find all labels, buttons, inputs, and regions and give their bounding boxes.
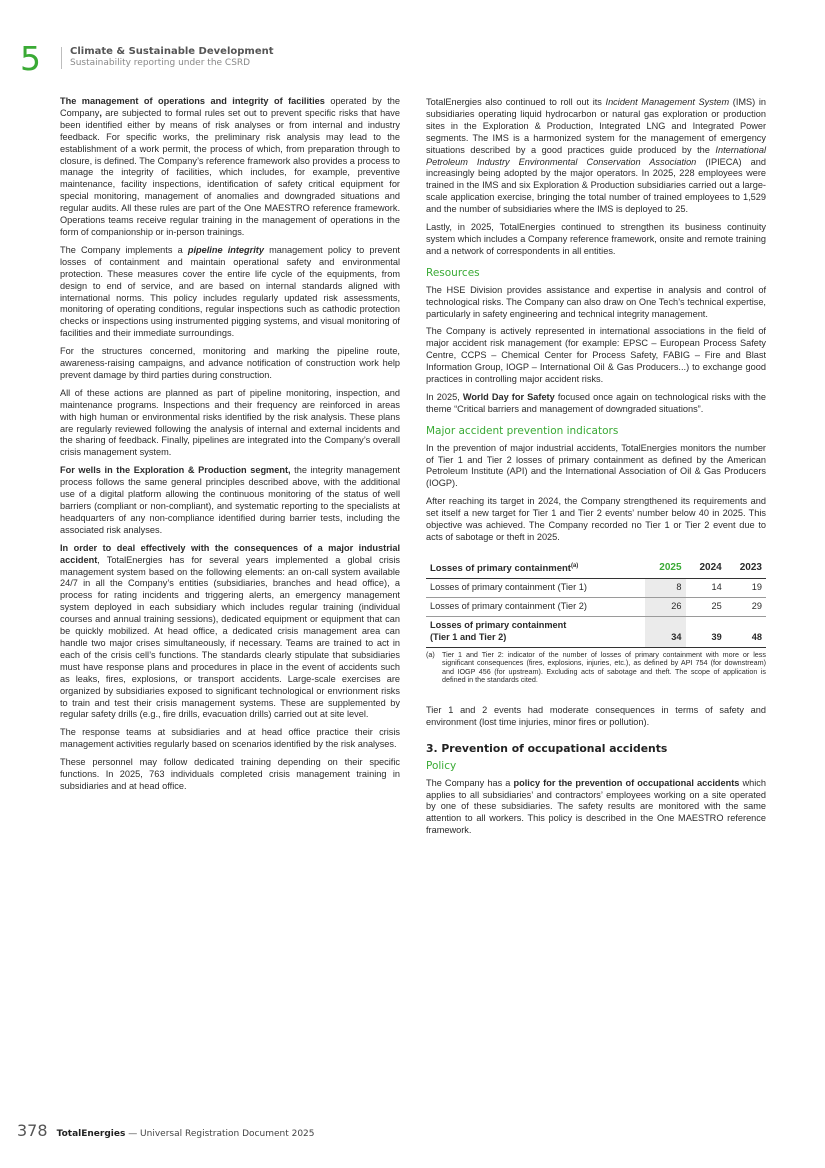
table-total-row	[426, 616, 766, 647]
paragraph-world-day-safety: In 2025, World Day for Safety focused once again on technological risks with the theme “Critical barriers and management of downgraded situations”.	[426, 391, 766, 414]
paragraph-training: These personnel may follow dedicated training depending on their specific functions. In 2025, 763 individuals completed crisis management training in subsidiaries and at head office.	[60, 757, 400, 791]
table-cell: 48	[726, 616, 766, 647]
table-cell: 29	[726, 597, 766, 616]
chapter-subtitle: Sustainability reporting under the CSRD	[70, 58, 251, 68]
header-divider	[61, 47, 62, 69]
paragraph-associations: The Company is actively represented in international associations in the field of major accident risk management (for example: EPSC – European Process Safety Centre, CCPS – Chemical Center for Process Safety, FABIG – Fire and Blast Information Group, IOGP – International Oil & Gas Producers...) to exchange good practices in controlling major accident risks.	[426, 326, 766, 385]
paragraph-target: After reaching its target in 2024, the Company strengthened its requirements and set itself a new target for Tier 1 and Tier 2 events’ number below 40 in 2025. This objective was achieved. The Company recorded no Tier 1 or Tier 2 event due to acts of sabotage or theft in 2025.	[426, 496, 766, 542]
table-header-year: 2024	[686, 558, 726, 579]
paragraph-crisis-management: In order to deal effectively with the consequences of a major industrial accident, TotalEnergies has for several years implemented a global crisis management system based on the following elements: an on-call system available 24/7 in all the Company’s entities (subsidiaries, branches and head office), a process for rating incidents and triggering alerts, an emergency management system deployed in each subsidiary which includes regular training (individual courses and annual training sessions), dedicated equipment or equipment that can be quickly mobilized. At head office, a dedicated crisis management area can handle two major crises simultaneously, if necessary. Teams are trained to act in each of the crisis cell’s functions. The standards clearly stipulate that subsidiaries must have response plans and procedures in place in the event of accidents such as leaks, fires, explosions, or transport accidents. Large-scale exercises are organized by subsidiaries exposed to significant technological or envrionment risks to train and test their crisis management systems. These are supplemented by regular safety drills (e.g., fire drills, evacuation drills) carried out at site level.	[60, 542, 400, 720]
paragraph-tier-consequences: Tier 1 and 2 events had moderate consequences in terms of safety and environment (lost time injuries, minor fires or pollution).	[426, 704, 766, 727]
table-header-year: 2025	[645, 558, 685, 579]
table-cell: 14	[686, 578, 726, 597]
paragraph-response-teams: The response teams at subsidiaries and at head office practice their crisis management activities regularly based on scenarios identified by the risk analyses.	[60, 727, 400, 750]
paragraph-tier-monitoring: In the prevention of major industrial accidents, TotalEnergies monitors the number of Tier 1 and Tier 2 losses of primary containment as defined by the American Petroleum Institute (API) and the International Association of Oil & Gas Producers (IOGP).	[426, 442, 766, 489]
table-total-label: Losses of primary containment (Tier 1 and Tier 2)	[426, 616, 645, 647]
table-cell: 26	[645, 597, 685, 616]
paragraph-hse-division: The HSE Division provides assistance and expertise in analysis and control of technological risks. The Company can also draw on One Tech’s technical expertise, particularly in safety engineering and technical integrity management.	[426, 284, 766, 319]
table-cell: 8	[645, 578, 685, 597]
table-header-label: Losses of primary containment$^{(a)}$	[426, 558, 645, 579]
paragraph-business-continuity: Lastly, in 2025, TotalEnergies continued to strengthen its business continuity system which includes a Company reference framework, onsite and remote training and a network of correspondents in all entities.	[426, 222, 766, 256]
heading-policy: Policy	[426, 759, 457, 772]
table-row	[426, 597, 766, 616]
table-header-year: 2023	[726, 558, 766, 579]
paragraph-pipeline-route: For the structures concerned, monitoring and marking the pipeline route, awareness-raising campaigns, and advance notification of construction work help prevent damage by third parties during construction.	[60, 346, 400, 380]
chapter-number: 5	[20, 39, 41, 78]
page-number: 378	[17, 1121, 48, 1140]
paragraph-ims: TotalEnergies also continued to roll out its Incident Management System (IMS) in subsidiaries operating liquid hydrocarbon or natural gas exploration or production sites in the Exploration & Production, Integrated LNG and Integrated Power segments. The IMS is a harmonized system for the management of emergency situations described by a good practices guide produced by the International Petroleum Industry Environmental Conservation Association (IPIECA) and increasingly being adopted by the major operators. In 2025, 228 employees were trained in the IMS and six Exploration & Production subsidiaries carried out a large-scale application exercise, bringing the total number of trained employees to 1,529 and the number of subsidiaries where the IMS is deployed to 25.	[426, 97, 766, 215]
table-cell: 19	[726, 578, 766, 597]
table-footnote	[426, 651, 766, 685]
paragraph-wells: For wells in the Exploration & Production segment, the integrity management process follows the same general principles described above, with the additional use of a digital platform allowing the continuous monitoring of the status of well barriers (compliant or non-compliant), and systematic reporting to the specialists at headquarters of any non-compliance identified during barrier tests, including the associated risk analyses.	[60, 465, 400, 535]
table-cell: 25	[686, 597, 726, 616]
paragraph-operations-integrity: The management of operations and integrity of facilities operated by the Company, are subjected to formal rules set out to prevent specific risks that have been identified either by means of risk analyses or from internal and industry feedback. For specific works, the preliminary risk analysis may lead to the establishment of a work permit, the process of which, from preparation through to closure, is defined. The Company’s reference framework also provides a process to manage the integrity of facilities, which includes, for example, preventive maintenance, facility inspections, identification of safety critical equipment for special monitoring, management of anomalies and downgraded situations and regular audits. All these rules are part of the One MAESTRO reference framework. Operations teams receive regular training in the management of operations in the form of companionship or in-person trainings.	[60, 96, 400, 237]
chapter-title: Climate & Sustainable Development	[70, 46, 274, 57]
heading-resources: Resources	[426, 266, 480, 279]
table-cell-label: Losses of primary containment (Tier 2)	[426, 597, 645, 616]
left-column	[60, 96, 400, 799]
footnote-text: Tier 1 and Tier 2: indicator of the number of losses of primary containment with more or less significant consequences (fires, explosions, injuries, etc.), as defined by API 754 (for downstream) and IOGP 456 (for upstream). Excluding acts of sabotage and theft. The scope of application is defined in the standards cited.	[442, 649, 766, 685]
paragraph-occupational-policy: The Company has a policy for the prevention of occupational accidents which applies to all subsidiaries’ and contractors’ employees working on a site operated by one of these subsidiaries. The safety results are monitored with the same attention to all workers. This policy is described in the One MAESTRO reference framework.	[426, 777, 767, 836]
paragraph-pipeline-programs: All of these actions are planned as part of pipeline monitoring, inspection, and maintenance programs. Inspections and their frequency are reinforced in areas with high human or environmental risks identified by the risk analysis. These plans are regularly reviewed following the analysis of internal and external incidents and the sharing of feedback. Finally, pipelines are integrated into the Company’s overall crisis management system.	[60, 387, 400, 458]
page-footer	[17, 1121, 315, 1140]
table-cell-label: Losses of primary containment (Tier 1)	[426, 578, 645, 597]
footer-document: — Universal Registration Document 2025	[125, 1129, 315, 1139]
heading-indicators: Major accident prevention indicators	[426, 424, 619, 437]
table-cell: 39	[686, 616, 726, 647]
table-row	[426, 578, 766, 597]
heading-section-3: 3. Prevention of occupational accidents	[426, 741, 668, 755]
containment-table	[426, 558, 766, 648]
footnote-label: (a)	[426, 649, 435, 659]
table-header-row	[426, 558, 766, 579]
paragraph-pipeline-integrity: The Company implements a pipeline integrity management policy to prevent losses of containment and maintain operational safety and environmental protection. These measures cover the entire life cycle of the equipments, from design to end of service, and are based on internal standards aligned with international norms. This policy includes regularly updated risk assessments, monitoring of operating conditions, regular inspections such as cathodic protection checks or inspections using instrumented pigging systems, and visual monitoring of facilities and their immediate surroundings.	[60, 244, 400, 339]
footer-brand: TotalEnergies	[56, 1129, 126, 1139]
table-cell: 34	[645, 616, 685, 647]
right-column	[426, 97, 766, 843]
